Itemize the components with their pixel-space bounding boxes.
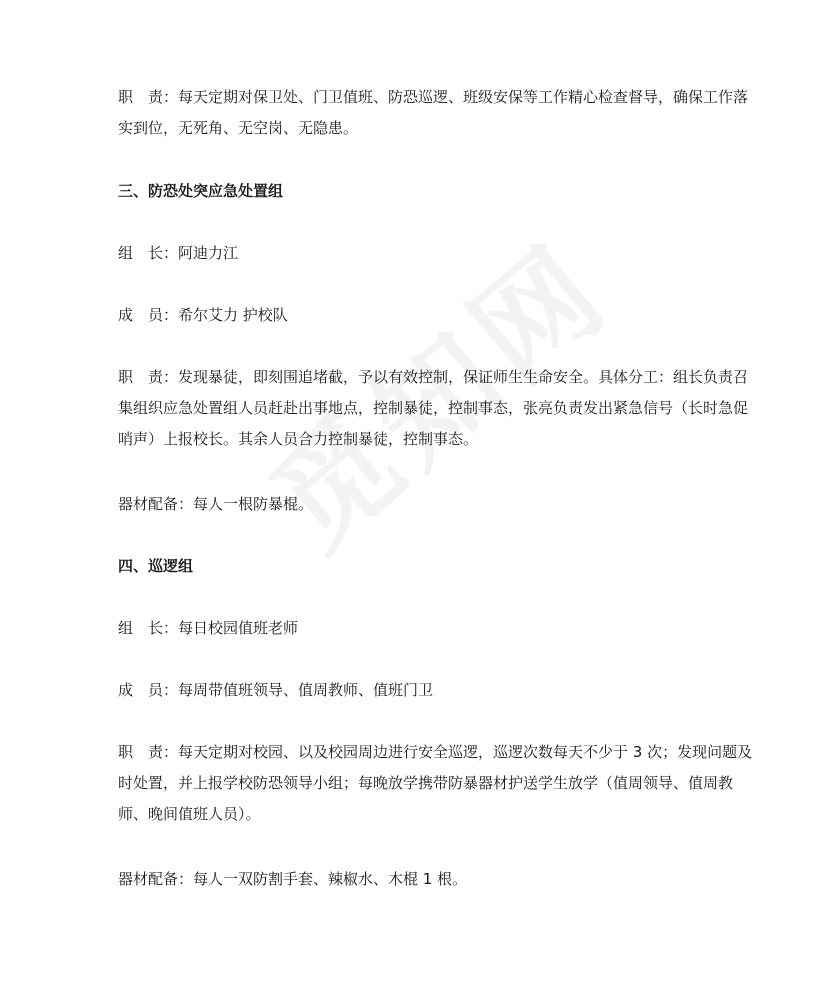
equipment-emergency-group: 器材配备：每人一根防暴棍。	[118, 495, 314, 513]
section-heading-emergency-group: 三、防恐处突应急处置组	[118, 182, 284, 200]
duty-paragraph-emergency: 职 责：发现暴徒，即刻围追堵截，予以有效控制，保证师生生命安全。具体分工：组长负责召集组织应急处置组人员赶赴出事地点，控制暴徒，控制事态，张亮负责发出紧急信号（长时急促哨声）上报校长。其余人员合力控制暴徒，控制事态。	[118, 368, 749, 448]
members-emergency-group: 成 员：希尔艾力 护校队	[118, 306, 288, 324]
leader-emergency-group: 组 长：阿迪力江	[118, 244, 239, 262]
duty-paragraph-patrol: 职 责：每天定期对校园、以及校园周边进行安全巡逻，巡逻次数每天不少于 3 次；发现问题及时处置，并上报学校防恐领导小组；每晚放学携带防暴器材护送学生放学（值周领导、值周教师、晚间值班人员）。	[118, 743, 753, 823]
members-patrol-group: 成 员：每周带值班领导、值周教师、值班门卫	[118, 681, 434, 699]
duty-inspection-text: 职 责：每天定期对保卫处、门卫值班、防恐巡逻、班级安保等工作精心检查督导，确保工作落实到位，无死角、无空岗、无隐患。	[118, 88, 749, 137]
section-heading-patrol-group: 四、巡逻组	[118, 557, 194, 575]
leader-patrol-group: 组 长：每日校园值班老师	[118, 619, 299, 637]
duty-paragraph-inspection	[118, 82, 753, 144]
equipment-patrol-group: 器材配备：每人一双防割手套、辣椒水、木棍 1 根。	[118, 870, 468, 888]
